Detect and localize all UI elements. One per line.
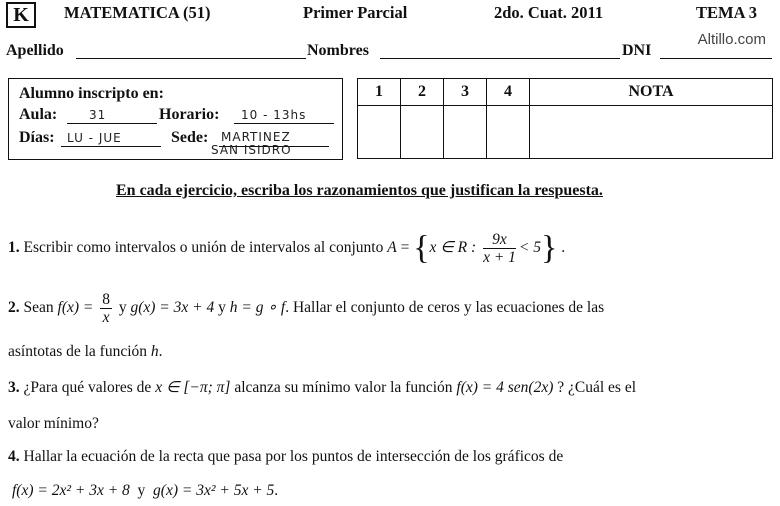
conjunction-2: y [218, 299, 226, 316]
horario-label: Horario: [159, 106, 220, 123]
dni-label: DNI [622, 42, 652, 59]
function-f-lhs: f(x) = [57, 299, 94, 316]
grade-cell-2 [401, 106, 444, 159]
grade-cell-4 [487, 106, 530, 159]
enrollment-title: Alumno inscripto en: [19, 85, 164, 102]
grade-header-3: 3 [444, 79, 487, 106]
tema-letter-box: K [6, 2, 36, 28]
exercise-3-question: ? ¿Cuál es el [557, 379, 637, 396]
set-a-name: A [387, 239, 397, 256]
set-a-numerator: 9x [483, 231, 516, 249]
grade-header-2: 2 [401, 79, 444, 106]
dias-field [61, 146, 161, 147]
exercise-4-number: 4. [8, 448, 20, 465]
exercise-1-text: Escribir como intervalos o unión de intervalos al conjunto [23, 239, 384, 256]
nombres-label: Nombres [307, 42, 369, 59]
set-a-denominator: x + 1 [483, 248, 516, 266]
term-label: 2do. Cuat. 2011 [494, 3, 604, 22]
dias-value: LU - JUE [67, 131, 122, 145]
set-a-inequality: < 5 [518, 239, 541, 256]
exercise-4-conjunction: y [137, 482, 146, 499]
exercise-2 [8, 286, 604, 330]
sede-label: Sede: [171, 129, 209, 146]
subject-title: MATEMATICA (51) [64, 3, 211, 22]
aula-label: Aula: [19, 106, 58, 123]
apellido-field [76, 58, 306, 59]
exercise-1-number: 1. [8, 239, 20, 256]
sede-value-line2: SAN ISIDRO [211, 143, 292, 157]
exercise-3-interval: x ∈ [−π; π] [155, 379, 231, 396]
exercise-3-number: 3. [8, 379, 20, 396]
exercise-2-line2 [8, 343, 163, 361]
dias-label: Días: [19, 129, 55, 146]
exam-title: Primer Parcial [303, 3, 408, 22]
exercise-4-function-g: g(x) = 3x² + 5x + 5 [153, 482, 275, 499]
aula-value: 31 [89, 108, 107, 122]
exercise-2-intro: Sean [23, 299, 54, 316]
exercise-3-line2: valor mínimo? [8, 415, 99, 432]
enrollment-box [8, 78, 343, 160]
watermark: Altillo.com [697, 31, 766, 48]
set-a-condition: x ∈ R : [429, 239, 477, 256]
exercise-3-function: f(x) = 4 sen(2x) [456, 379, 554, 396]
sede-value-line1: MARTINEZ [221, 130, 291, 144]
aula-field [67, 123, 157, 124]
grade-cell-nota [530, 106, 773, 159]
grade-header-1: 1 [358, 79, 401, 106]
grade-header-nota: NOTA [530, 79, 773, 106]
set-a-fraction [483, 231, 516, 266]
exercise-3-text: ¿Para qué valores de [23, 379, 152, 396]
exercise-2-number: 2. [8, 299, 20, 316]
horario-field [234, 123, 334, 124]
function-g: g(x) = 3x + 4 [130, 299, 215, 316]
exercise-4 [8, 448, 563, 466]
function-f-fraction [100, 291, 112, 326]
exercise-3 [8, 378, 636, 397]
exercise-3-text-mid: alcanza su mínimo valor la función [234, 379, 453, 396]
exercise-4-end: . [274, 482, 279, 499]
function-h: h = g ∘ f [229, 299, 286, 316]
grade-cell-3 [444, 106, 487, 159]
grade-table [357, 78, 773, 159]
function-f-numerator: 8 [102, 290, 110, 308]
apellido-label: Apellido [6, 42, 64, 59]
grade-cell-1 [358, 106, 401, 159]
exercise-1: 1. Escribir como intervalos o unión de intervalos al conjunto A = {x ∈ R : $\frac{9x}{x + 1}$ < 5} . [8, 229, 566, 267]
exercise-4-function-f: f(x) = 2x² + 3x + 8 [12, 482, 130, 499]
function-f-denominator: x [102, 308, 110, 326]
tema-label: TEMA 3 [696, 3, 757, 22]
conjunction-1: y [118, 299, 127, 316]
dni-field [660, 58, 772, 59]
exercise-2-text-line2: asíntotas de la función [8, 343, 148, 360]
function-h-ref: h [150, 343, 159, 360]
exercise-2-text: . Hallar el conjunto de ceros y las ecuaciones de las [285, 299, 605, 316]
exercise-4-functions [12, 482, 278, 500]
horario-value: 10 - 13hs [241, 108, 307, 122]
exercise-4-text: Hallar la ecuación de la recta que pasa por los puntos de intersección de los gráficos de [23, 448, 564, 465]
instructions: En cada ejercicio, escriba los razonamientos que justifican la respuesta. [116, 182, 603, 199]
grade-header-4: 4 [487, 79, 530, 106]
exercise-2-end: . [158, 343, 163, 360]
nombres-field [380, 58, 620, 59]
